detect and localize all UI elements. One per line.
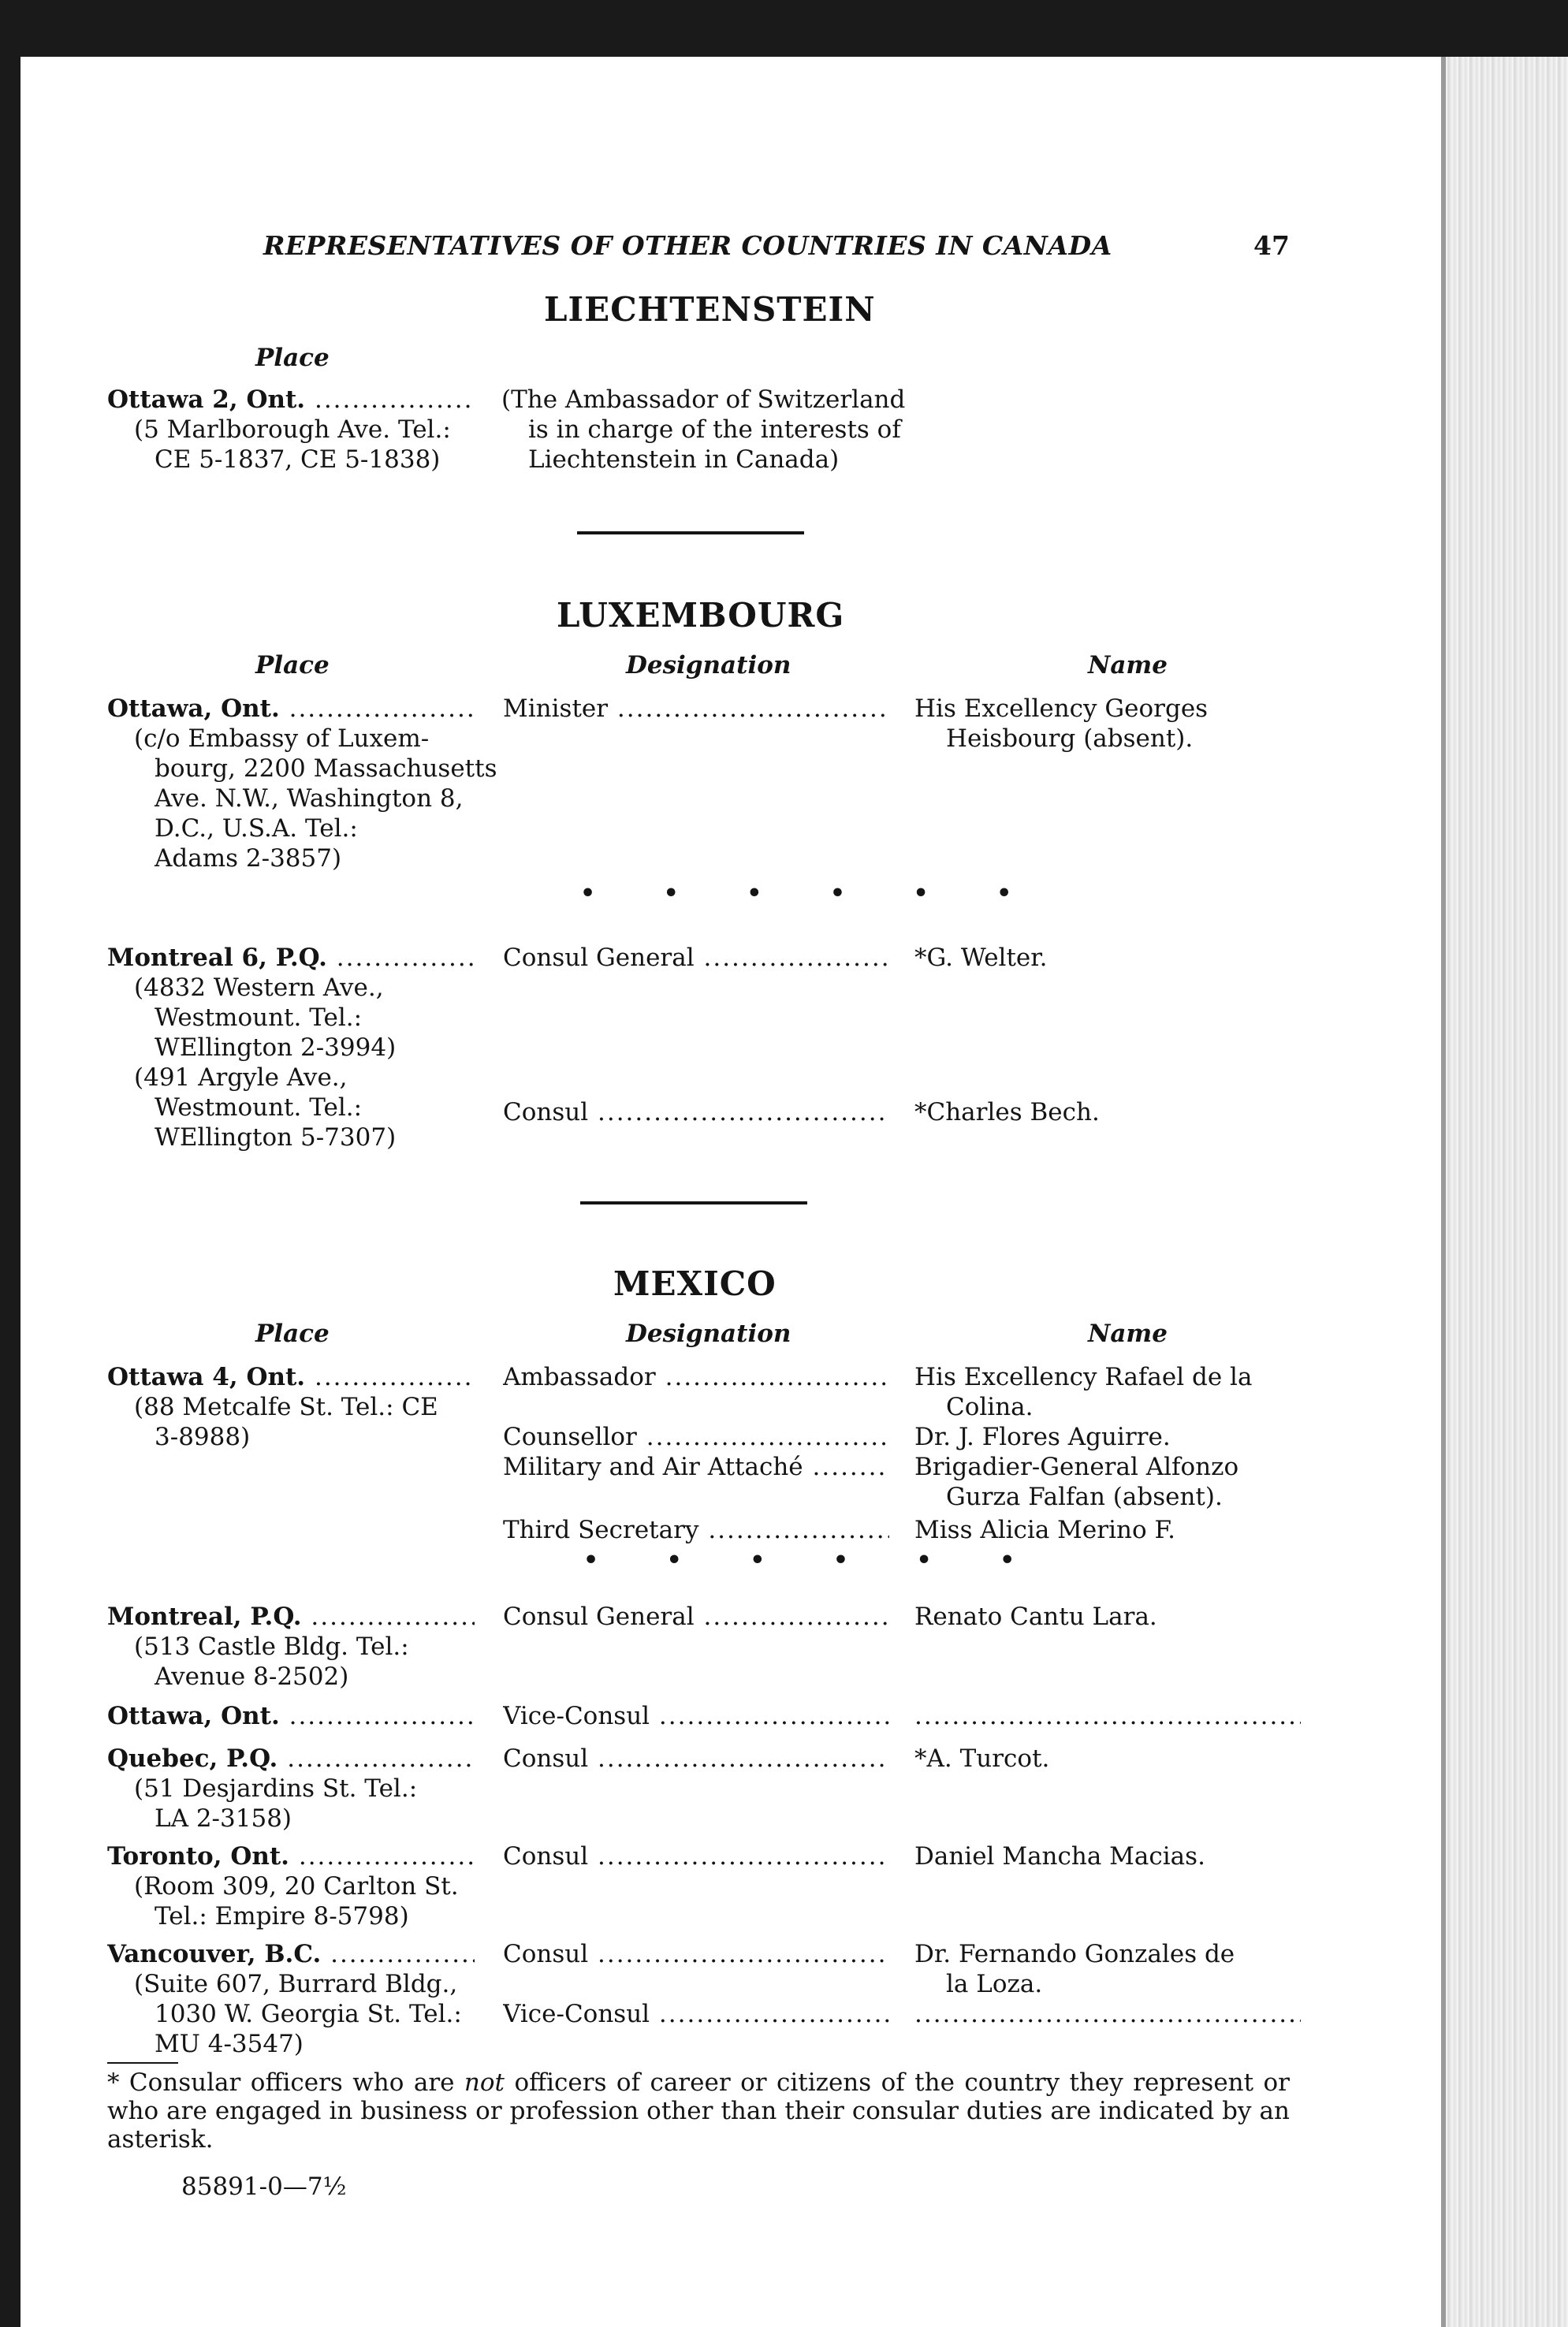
designation: Counsellor ..... <box>503 1422 889 1452</box>
section-separator-dots: • • • • • • <box>580 880 1042 907</box>
place-name: Vancouver, B.C. ..... <box>107 1939 475 1969</box>
mexico-vancouver-designation <box>503 1939 889 1969</box>
place-address-line: Avenue 8-2502) <box>155 1662 349 1691</box>
name-line: His Excellency Rafael de la <box>914 1363 1253 1391</box>
designation: Vice-Consul ..... <box>503 1999 889 2029</box>
place-address-line: (5 Marlborough Ave. Tel.: <box>134 415 451 444</box>
place-address-line: (491 Argyle Ave., <box>134 1063 348 1092</box>
name-line: Colina. <box>946 1393 1034 1421</box>
place-name: Montreal 6, P.Q. ..... <box>107 943 475 973</box>
note-line: (The Ambassador of Switzerland <box>501 385 906 414</box>
mexico-vancouver-name <box>914 1939 1301 1999</box>
place-name: Ottawa, Ont. ..... <box>107 1701 475 1731</box>
mexico-vancouver-vice-consul-vacant <box>914 1999 1301 2029</box>
place-name: Ottawa 2, Ont. ..... <box>107 385 475 415</box>
country-title-luxembourg: LUXEMBOURG <box>557 596 845 635</box>
country-title-mexico: MEXICO <box>613 1264 777 1303</box>
name-line: Heisbourg (absent). <box>946 724 1194 753</box>
place-address-line: MU 4-3547) <box>155 2030 304 2058</box>
column-header-place: Place <box>255 651 330 679</box>
mexico-ottawa-name-vacant <box>914 1701 1301 1731</box>
luxembourg-consul-designation <box>503 1097 889 1127</box>
place-address-line: WEllington 2-3994) <box>155 1033 397 1062</box>
place-name: Montreal, P.Q. ..... <box>107 1602 475 1632</box>
mexico-quebec-name: *A. Turcot. <box>914 1744 1050 1773</box>
page-number: 47 <box>1253 230 1290 261</box>
place-name: Ottawa, Ont. ..... <box>107 694 475 724</box>
liechtenstein-place <box>107 385 475 475</box>
country-title-liechtenstein: LIECHTENSTEIN <box>544 290 876 329</box>
designation: Minister ..... <box>503 694 889 724</box>
mexico-montreal-designation <box>503 1602 889 1632</box>
designation: Third Secretary ..... <box>503 1515 889 1545</box>
mexico-counsellor-name: Dr. J. Flores Aguirre. <box>914 1423 1171 1451</box>
mexico-vancouver-vice-consul-designation <box>503 1999 889 2029</box>
name-line: Dr. Fernando Gonzales de <box>914 1940 1235 1968</box>
column-header-place: Place <box>255 1320 330 1348</box>
mexico-ottawa-designation <box>503 1701 889 1731</box>
designation: Consul ..... <box>503 1744 889 1774</box>
mexico-ambassador-designation <box>503 1362 889 1392</box>
place-address-line: Westmount. Tel.: <box>155 1003 363 1032</box>
mexico-ottawa-place <box>107 1701 475 1731</box>
footnote-text: * Consular officers who are <box>107 2068 464 2097</box>
place-address-line: (Room 309, 20 Carlton St. <box>134 1872 459 1901</box>
designation: Military and Air Attaché ..... <box>503 1452 889 1482</box>
footnote <box>107 2068 1290 2154</box>
luxembourg-consul-general-name: *G. Welter. <box>914 944 1048 972</box>
mexico-third-secretary-designation <box>503 1515 889 1545</box>
footnote-emphasis: not <box>464 2068 505 2097</box>
footnote-rule <box>107 2062 178 2064</box>
section-divider <box>580 1201 807 1204</box>
place-address-line: Tel.: Empire 8-5798) <box>155 1902 409 1930</box>
place-address-line: bourg, 2200 Massachusetts <box>155 754 497 783</box>
designation: Consul General ..... <box>503 1602 889 1632</box>
mexico-ottawa4-place <box>107 1362 475 1452</box>
place-address-line: (88 Metcalfe St. Tel.: CE <box>134 1393 438 1421</box>
luxembourg-ottawa-place <box>107 694 497 873</box>
place-address-line: (Suite 607, Burrard Bldg., <box>134 1970 458 1998</box>
name-line: His Excellency Georges <box>914 694 1209 723</box>
name-line: la Loza. <box>946 1970 1043 1998</box>
place-address-line: (513 Castle Bldg. Tel.: <box>134 1633 409 1661</box>
mexico-toronto-name: Daniel Mancha Macias. <box>914 1842 1205 1871</box>
mexico-ambassador-name <box>914 1362 1301 1422</box>
name-line: Brigadier-General Alfonzo <box>914 1453 1239 1481</box>
mexico-third-secretary-name: Miss Alicia Merino F. <box>914 1516 1175 1544</box>
place-name: Toronto, Ont. ..... <box>107 1841 475 1871</box>
note-line: is in charge of the interests of <box>528 415 901 444</box>
footnote-text: officers of career or citizens of the country they represent or who are engaged in business or profession other than their consular duties are indicated by an asterisk. <box>107 2068 1290 2154</box>
print-code: 85891-0—7½ <box>181 2172 347 2201</box>
mexico-toronto-designation <box>503 1841 889 1871</box>
luxembourg-consul-name: *Charles Bech. <box>914 1098 1100 1126</box>
place-address-line: (4832 Western Ave., <box>134 974 384 1002</box>
place-address-line: Westmount. Tel.: <box>155 1093 363 1122</box>
column-header-name: Name <box>1088 651 1168 679</box>
luxembourg-minister-designation <box>503 694 889 724</box>
place-name: Quebec, P.Q. ..... <box>107 1744 475 1774</box>
mexico-toronto-place <box>107 1841 475 1931</box>
luxembourg-montreal-place <box>107 943 475 1152</box>
place-name: Ottawa 4, Ont. ..... <box>107 1362 475 1392</box>
mexico-quebec-designation <box>503 1744 889 1774</box>
designation: Consul General ..... <box>503 943 889 973</box>
mexico-montreal-place <box>107 1602 475 1692</box>
designation: Consul ..... <box>503 1841 889 1871</box>
place-address-line: (c/o Embassy of Luxem- <box>134 724 430 753</box>
designation: Consul ..... <box>503 1939 889 1969</box>
place-address-line: Ave. N.W., Washington 8, <box>155 784 464 813</box>
mexico-counsellor-designation <box>503 1422 889 1452</box>
mexico-quebec-place <box>107 1744 475 1834</box>
note-line: Liechtenstein in Canada) <box>528 445 840 474</box>
mexico-vancouver-place <box>107 1939 475 2059</box>
place-address-line: CE 5-1837, CE 5-1838) <box>155 445 441 474</box>
luxembourg-consul-general-designation <box>503 943 889 973</box>
column-header-designation: Designation <box>626 1320 791 1348</box>
place-address-line: LA 2-3158) <box>155 1804 292 1833</box>
section-separator-dots: • • • • • • <box>583 1547 1045 1574</box>
name-line: Gurza Falfan (absent). <box>946 1483 1223 1511</box>
place-address-line: WEllington 5-7307) <box>155 1123 397 1152</box>
mexico-montreal-name: Renato Cantu Lara. <box>914 1603 1157 1631</box>
place-address-line: 3-8988) <box>155 1423 251 1451</box>
mexico-attache-name <box>914 1452 1301 1512</box>
column-header-designation: Designation <box>626 651 791 679</box>
designation: Consul ..... <box>503 1097 889 1127</box>
place-address-line: 1030 W. Georgia St. Tel.: <box>155 2000 462 2028</box>
column-header-place: Place <box>255 344 330 372</box>
place-address-line: Adams 2-3857) <box>155 844 342 873</box>
designation: Vice-Consul ..... <box>503 1701 889 1731</box>
column-header-name: Name <box>1088 1320 1168 1348</box>
mexico-attache-designation <box>503 1452 889 1482</box>
place-address-line: (51 Desjardins St. Tel.: <box>134 1774 418 1803</box>
place-address-line: D.C., U.S.A. Tel.: <box>155 814 358 843</box>
section-divider <box>577 531 804 534</box>
running-title: REPRESENTATIVES OF OTHER COUNTRIES IN CANADA <box>263 230 1112 261</box>
luxembourg-minister-name <box>914 694 1301 754</box>
designation: Ambassador ..... <box>503 1362 889 1392</box>
liechtenstein-note <box>501 385 905 475</box>
